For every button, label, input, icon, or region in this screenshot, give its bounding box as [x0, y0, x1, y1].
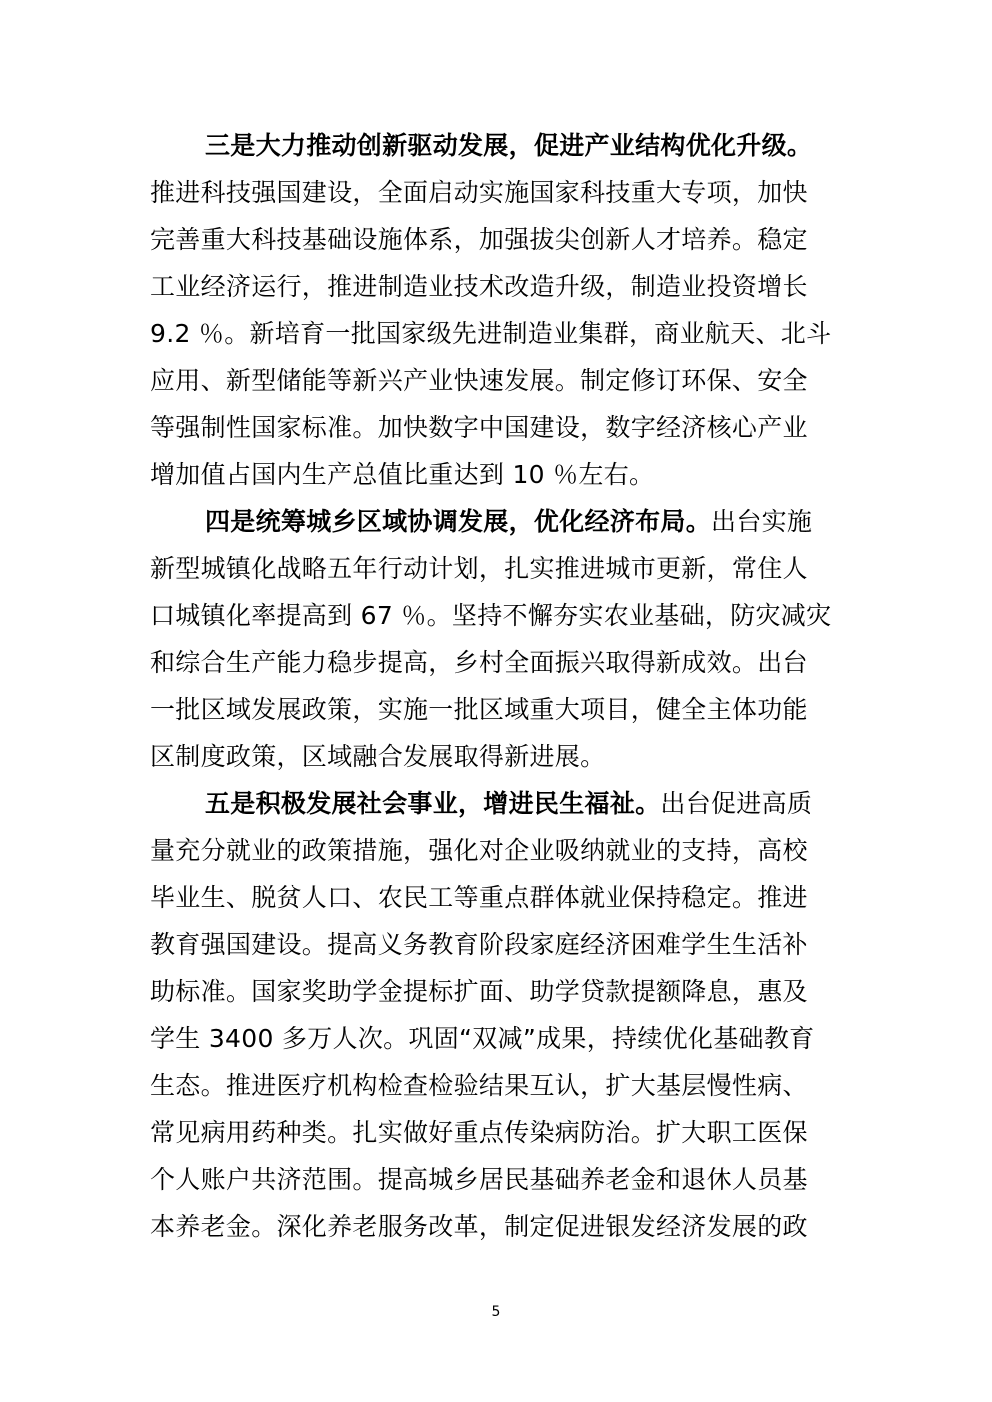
paragraph-1-line-7: 增加值占国内生产总值比重达到 10 ％左右。 [150, 460, 655, 489]
paragraph-2-first-line [205, 507, 812, 537]
paragraph-1-line-6: 等强制性国家标准。加快数字中国建设，数字经济核心产业 [150, 413, 808, 442]
paragraph-2-lead: 四是统筹城乡区域协调发展，优化经济布局。 [205, 507, 712, 536]
paragraph-2-line-1: 新型城镇化战略五年行动计划，扎实推进城市更新，常住人 [150, 554, 808, 583]
paragraph-1-line-4: 9.2 ％。新培育一批国家级先进制造业集群，商业航天、北斗 [150, 319, 832, 348]
page-number: 5 [491, 1304, 501, 1320]
paragraph-1-line-5: 应用、新型储能等新兴产业快速发展。制定修订环保、安全 [150, 366, 808, 395]
paragraph-3-line-3: 教育强国建设。提高义务教育阶段家庭经济困难学生生活补 [150, 930, 808, 959]
paragraph-2-line-2: 口城镇化率提高到 67 ％。坚持不懈夯实农业基础，防灾减灾 [150, 601, 832, 630]
paragraph-1-line-2: 完善重大科技基础设施体系，加强拔尖创新人才培养。稳定 [150, 225, 808, 254]
paragraph-1-line-1: 推进科技强国建设，全面启动实施国家科技重大专项，加快 [150, 178, 808, 207]
paragraph-3-line-5: 学生 3400 多万人次。巩固“双减”成果，持续优化基础教育 [150, 1024, 815, 1053]
paragraph-3-line-4: 助标准。国家奖助学金提标扩面、助学贷款提额降息，惠及 [150, 977, 808, 1006]
paragraph-2-line-4: 一批区域发展政策，实施一批区域重大项目，健全主体功能 [150, 695, 808, 724]
paragraph-2-lead-rest: 出台实施 [711, 507, 813, 536]
paragraph-2-line-5: 区制度政策，区域融合发展取得新进展。 [150, 742, 606, 771]
paragraph-3-line-9: 本养老金。深化养老服务改革，制定促进银发经济发展的政 [150, 1212, 808, 1241]
paragraph-1-lead: 三是大力推动创新驱动发展，促进产业结构优化升级。 [205, 131, 813, 160]
paragraph-3-line-2: 毕业生、脱贫人口、农民工等重点群体就业保持稳定。推进 [150, 883, 808, 912]
paragraph-3-line-8: 个人账户共济范围。提高城乡居民基础养老金和退休人员基 [150, 1165, 808, 1194]
paragraph-3-lead-rest: 出台促进高质 [660, 789, 813, 818]
paragraph-1-line-3: 工业经济运行，推进制造业技术改造升级，制造业投资增长 [150, 272, 808, 301]
paragraph-3-lead: 五是积极发展社会事业，增进民生福祉。 [205, 789, 661, 818]
paragraph-2-line-3: 和综合生产能力稳步提高，乡村全面振兴取得新成效。出台 [150, 648, 808, 677]
paragraph-3-line-7: 常见病用药种类。扎实做好重点传染病防治。扩大职工医保 [150, 1118, 808, 1147]
paragraph-3-line-1: 量充分就业的政策措施，强化对企业吸纳就业的支持，高校 [150, 836, 808, 865]
paragraph-3-line-6: 生态。推进医疗机构检查检验结果互认，扩大基层慢性病、 [150, 1071, 808, 1100]
paragraph-3-first-line [205, 789, 812, 819]
